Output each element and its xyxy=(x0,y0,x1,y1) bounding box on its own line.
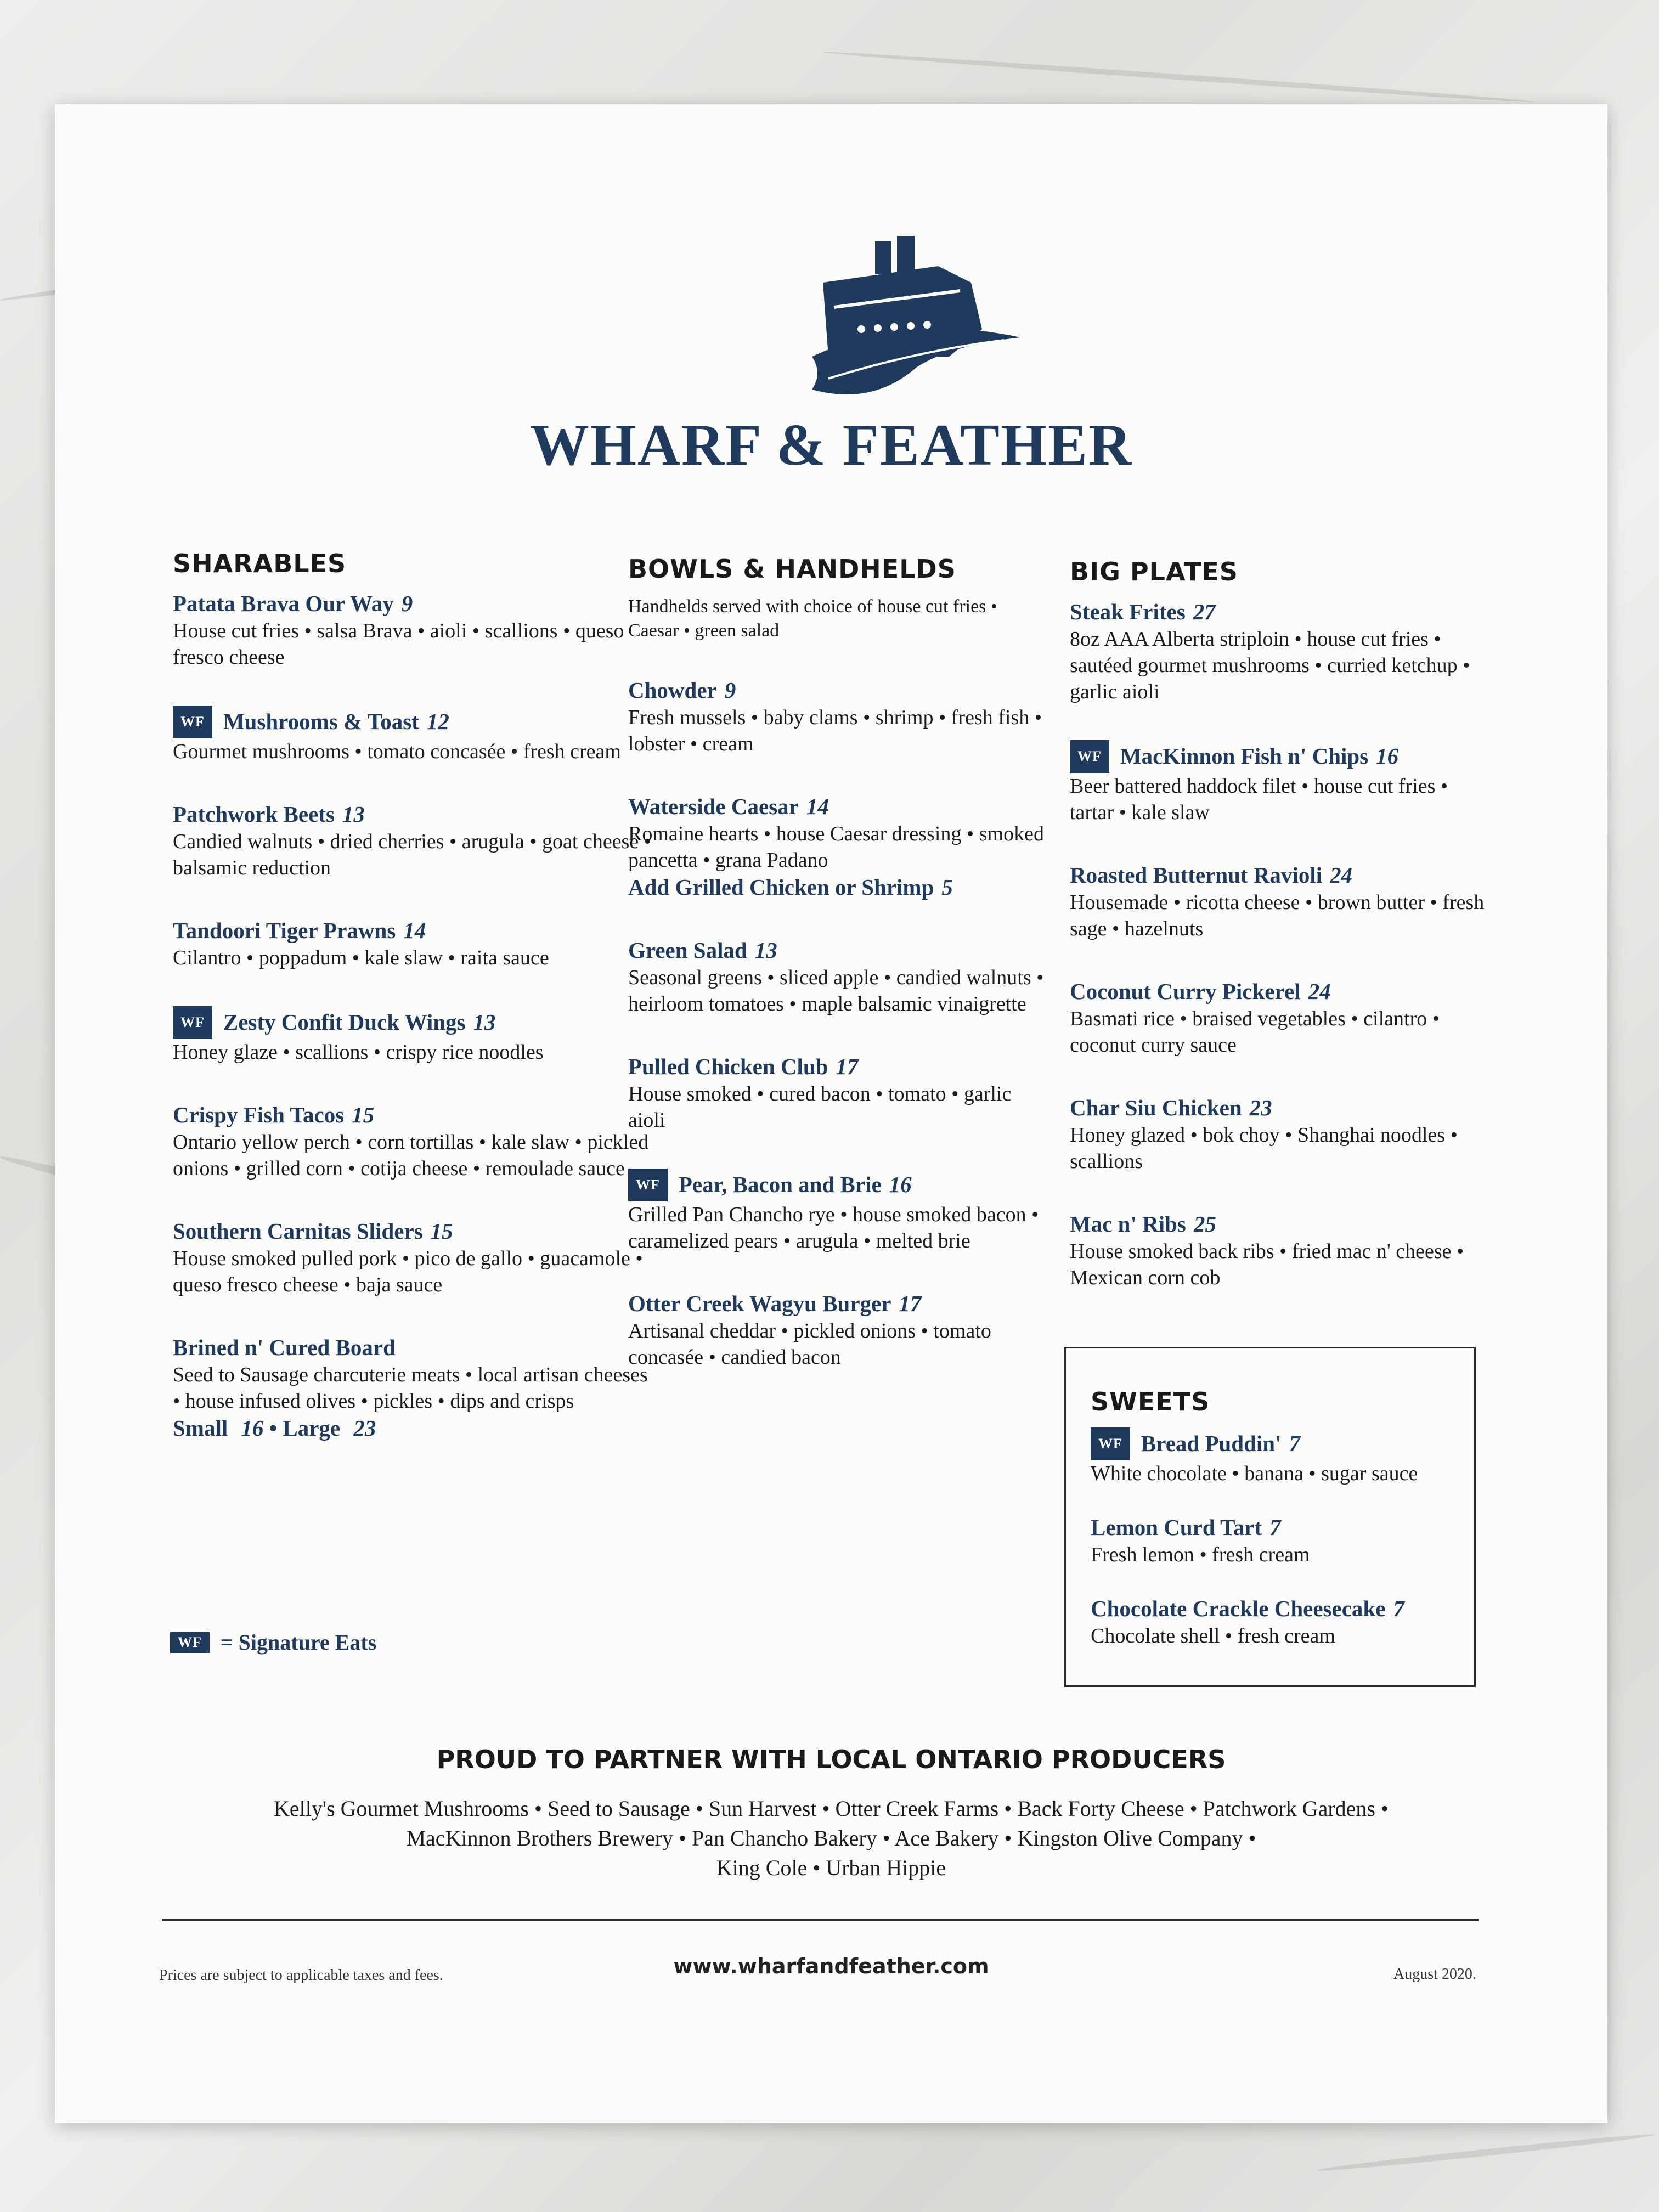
item-price: 13 xyxy=(754,938,777,963)
item-description: Seed to Sausage charcuterie meats • local artisan cheeses • house infused olives • pickles • dips and crisps xyxy=(173,1363,648,1413)
legend-text: = Signature Eats xyxy=(220,1630,377,1655)
item-name: Pear, Bacon and Brie xyxy=(678,1172,882,1197)
item-description: White chocolate • banana • sugar sauce xyxy=(1091,1462,1418,1485)
item-description: Honey glaze • scallions • crispy rice noodles xyxy=(173,1041,544,1064)
menu-item xyxy=(628,1169,1045,1254)
menu-item xyxy=(628,792,1045,901)
brand-name: WHARF & FEATHER xyxy=(530,413,1132,478)
sharables-section xyxy=(173,549,656,1477)
item-name: Otter Creek Wagyu Burger xyxy=(628,1291,891,1316)
section-title: SWEETS xyxy=(1091,1387,1210,1417)
menu-item xyxy=(173,916,656,971)
addon-label: Add Grilled Chicken or Shrimp xyxy=(628,874,934,900)
menu-item xyxy=(1070,977,1487,1058)
item-description: House smoked • cured bacon • tomato • garlic aioli xyxy=(628,1082,1012,1132)
menu-item xyxy=(628,1289,1045,1370)
big-plates-section xyxy=(1070,557,1487,1326)
signature-badge: WF xyxy=(628,1169,668,1201)
item-price: 24 xyxy=(1308,979,1331,1004)
item-name: Southern Carnitas Sliders xyxy=(173,1218,423,1244)
item-price: 23 xyxy=(1249,1095,1272,1120)
item-price: 15 xyxy=(352,1102,375,1127)
item-name: Steak Frites xyxy=(1070,599,1186,624)
tax-disclaimer: Prices are subject to applicable taxes and fees. xyxy=(159,1967,443,1984)
item-price: 16 xyxy=(889,1172,912,1197)
signature-legend xyxy=(170,1629,376,1655)
item-description: Fresh mussels • baby clams • shrimp • fresh fish • lobster • cream xyxy=(628,706,1042,755)
item-description: Cilantro • poppadum • kale slaw • raita sauce xyxy=(173,946,549,969)
item-description: Chocolate shell • fresh cream xyxy=(1091,1624,1335,1647)
footer-divider xyxy=(162,1919,1479,1921)
item-description: Fresh lemon • fresh cream xyxy=(1091,1543,1310,1566)
item-price: 13 xyxy=(473,1009,496,1035)
sweets-section xyxy=(1064,1347,1476,1687)
item-price: 9 xyxy=(724,678,736,703)
handhelds-note: Handhelds served with choice of house cut fries • Caesar • green salad xyxy=(628,596,997,641)
menu-item xyxy=(173,1006,656,1065)
size-large-price: 23 xyxy=(353,1415,376,1441)
menu-item xyxy=(173,1101,656,1182)
item-name: Tandoori Tiger Prawns xyxy=(173,918,396,943)
size-small-label: Small xyxy=(173,1415,228,1441)
item-description: Seasonal greens • sliced apple • candied walnuts • heirloom tomatoes • maple balsamic vinaigrette xyxy=(628,966,1044,1015)
item-name: Patchwork Beets xyxy=(173,802,335,827)
item-name: Chowder xyxy=(628,678,717,703)
item-description: Honey glazed • bok choy • Shanghai noodles • scallions xyxy=(1070,1124,1458,1173)
partners-line: Kelly's Gourmet Mushrooms • Seed to Sausage • Sun Harvest • Otter Creek Farms • Back Forty Cheese • Patchwork Gardens • xyxy=(274,1796,1389,1821)
menu-item xyxy=(1070,1093,1487,1175)
item-name: MacKinnon Fish n' Chips xyxy=(1120,743,1369,769)
item-description: Housemade • ricotta cheese • brown butter • fresh sage • hazelnuts xyxy=(1070,891,1485,940)
item-price: 15 xyxy=(430,1218,453,1244)
item-description: House smoked back ribs • fried mac n' cheese • Mexican corn cob xyxy=(1070,1240,1464,1289)
item-price: 16 xyxy=(1376,743,1399,769)
item-price: 12 xyxy=(426,709,449,734)
signature-badge: WF xyxy=(1070,740,1109,773)
item-name: Patata Brava Our Way xyxy=(173,591,394,616)
item-description: Grilled Pan Chancho rye • house smoked bacon • caramelized pears • arugula • melted brie xyxy=(628,1203,1039,1252)
item-description: Gourmet mushrooms • tomato concasée • fresh cream xyxy=(173,740,621,763)
section-title: BIG PLATES xyxy=(1070,557,1238,586)
item-name: Crispy Fish Tacos xyxy=(173,1102,345,1127)
board-sizes xyxy=(173,1414,656,1442)
menu-item xyxy=(628,936,1045,1017)
signature-badge: WF xyxy=(173,1006,212,1039)
item-price: 7 xyxy=(1289,1431,1300,1456)
size-separator: • xyxy=(269,1415,278,1441)
partners-line: King Cole • Urban Hippie xyxy=(716,1855,946,1880)
item-name: Lemon Curd Tart xyxy=(1091,1515,1262,1540)
item-price: 14 xyxy=(806,794,829,819)
item-price: 9 xyxy=(401,591,413,616)
item-description: Romaine hearts • house Caesar dressing • smoked pancetta • grana Padano xyxy=(628,822,1044,872)
item-description: Candied walnuts • dried cherries • arugula • goat cheese • balsamic reduction xyxy=(173,830,652,879)
menu-item xyxy=(173,800,656,881)
menu-item xyxy=(173,589,656,670)
menu-item xyxy=(1070,740,1487,826)
item-name: Char Siu Chicken xyxy=(1070,1095,1242,1120)
item-price: 14 xyxy=(403,918,426,943)
website-link: www.wharfandfeather.com xyxy=(673,1954,989,1978)
item-price: 13 xyxy=(342,802,365,827)
item-description: House cut fries • salsa Brava • aioli • scallions • queso fresco cheese xyxy=(173,619,624,669)
menu-item xyxy=(173,706,656,765)
addon-price: 5 xyxy=(941,874,953,900)
item-name: Mushrooms & Toast xyxy=(223,709,419,734)
signature-badge: WF xyxy=(170,1632,210,1653)
item-price: 25 xyxy=(1193,1211,1216,1237)
item-price: 7 xyxy=(1269,1515,1281,1540)
item-name: Coconut Curry Pickerel xyxy=(1070,979,1301,1004)
menu-item xyxy=(628,1052,1045,1133)
item-name: Roasted Butternut Ravioli xyxy=(1070,862,1323,888)
item-name: Bread Puddin' xyxy=(1141,1431,1282,1456)
item-price: 27 xyxy=(1193,599,1216,624)
item-description: 8oz AAA Alberta striploin • house cut fries • sautéed gourmet mushrooms • curried ketchup • garlic aioli xyxy=(1070,628,1470,703)
item-name: Chocolate Crackle Cheesecake xyxy=(1091,1596,1386,1621)
item-description: Basmati rice • braised vegetables • cilantro • coconut curry sauce xyxy=(1070,1007,1440,1057)
size-large-label: Large xyxy=(283,1415,341,1441)
partners-heading: PROUD TO PARTNER WITH LOCAL ONTARIO PRODUCERS xyxy=(436,1745,1226,1774)
partners-list xyxy=(187,1794,1476,1883)
section-title: BOWLS & HANDHELDS xyxy=(628,554,956,584)
menu-item xyxy=(173,1217,656,1298)
menu-item xyxy=(1070,1210,1487,1291)
item-price: 24 xyxy=(1330,862,1353,888)
size-small-price: 16 xyxy=(241,1415,264,1441)
item-price: 17 xyxy=(836,1054,859,1079)
menu-item xyxy=(1070,861,1487,942)
item-description: House smoked pulled pork • pico de gallo • guacamole • queso fresco cheese • baja sauce xyxy=(173,1247,643,1296)
menu-sheet xyxy=(55,104,1607,2123)
menu-item xyxy=(1091,1513,1449,1568)
item-description: Ontario yellow perch • corn tortillas • kale slaw • pickled onions • grilled corn • cotija cheese • remoulade sauce xyxy=(173,1131,649,1180)
item-name: Zesty Confit Duck Wings xyxy=(223,1009,466,1035)
item-name: Mac n' Ribs xyxy=(1070,1211,1186,1237)
item-price: 17 xyxy=(899,1291,922,1316)
menu-item xyxy=(1070,597,1487,705)
item-name: Pulled Chicken Club xyxy=(628,1054,828,1079)
menu-date: August 2020. xyxy=(1393,1966,1476,1983)
menu-item xyxy=(628,676,1045,757)
item-name: Brined n' Cured Board xyxy=(173,1335,396,1360)
menu-item xyxy=(1091,1427,1449,1487)
partners-line: MacKinnon Brothers Brewery • Pan Chancho Bakery • Ace Bakery • Kingston Olive Company • xyxy=(406,1826,1256,1850)
item-description: Artisanal cheddar • pickled onions • tomato concasée • candied bacon xyxy=(628,1319,991,1369)
bowls-handhelds-section xyxy=(628,554,1045,1406)
signature-badge: WF xyxy=(173,706,212,738)
item-price: 7 xyxy=(1393,1596,1404,1621)
section-title: SHARABLES xyxy=(173,549,347,578)
menu-item xyxy=(1091,1594,1449,1649)
item-name: Green Salad xyxy=(628,938,747,963)
signature-badge: WF xyxy=(1091,1427,1130,1460)
item-name: Waterside Caesar xyxy=(628,794,799,819)
item-description: Beer battered haddock filet • house cut fries • tartar • kale slaw xyxy=(1070,775,1448,824)
menu-item xyxy=(173,1333,656,1442)
